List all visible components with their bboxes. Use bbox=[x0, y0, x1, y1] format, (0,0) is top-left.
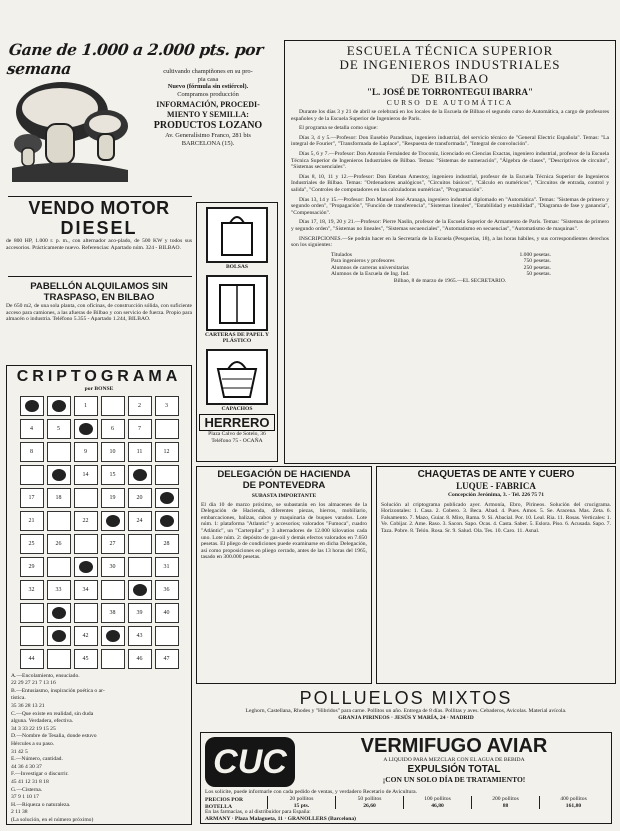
ad-delegacion bbox=[196, 466, 372, 684]
vermifugo-sub: A LIQUIDO PARA MEZCLAR CON EL AGUA DE BEBIDA bbox=[383, 757, 525, 763]
gane-line: pia casa bbox=[197, 75, 219, 83]
vendo-body: de 800 HP, 1.000 r. p. m., con alternador aco-plado, de 500 KW y todos sus accesorios. Prácticamente nuevo. Referencias: Apartado núm. 324 - BILBAO. bbox=[6, 238, 192, 251]
cripto-cell: 18 bbox=[47, 488, 71, 508]
label-carteras: CARTERAS DE PAPEL Y PLÁSTICO bbox=[205, 331, 269, 345]
ad-vendo-motor bbox=[6, 198, 192, 274]
polluelos-body: Leghorn, Castellana, Rhodes y "Hibridos" para carne. Pollitos un año. Entrega de 8 días. Pollitas y aves. Cebaderos, Avicolas. Material avícola. bbox=[245, 708, 567, 714]
cripto-clue: E.—Número, cantidad. bbox=[11, 756, 63, 763]
basket-icon bbox=[206, 349, 268, 405]
criptograma bbox=[6, 365, 192, 825]
cripto-cell: 43 bbox=[128, 626, 152, 646]
gane-line: INFORMACIÓN, PROCEDI- bbox=[156, 100, 260, 110]
ad-herrero bbox=[196, 202, 278, 462]
price-cell bbox=[335, 796, 403, 809]
price-value: 26,60 bbox=[363, 802, 376, 809]
herrero-addr: Plaza Calvo de Sotelo, 36 Teléfono 75 - OCAÑA bbox=[208, 431, 266, 444]
cripto-clue: (La solución, en el número próximo) bbox=[11, 816, 94, 823]
escuela-paragraph: El programa se detalla como sigue: bbox=[299, 125, 378, 132]
price-cell bbox=[267, 796, 335, 809]
cripto-clue: 34 3 33 22 19 15 25 bbox=[11, 725, 56, 732]
cripto-clue: F.—Investigar o discurrir. bbox=[11, 771, 69, 778]
vermifugo-exp2: ¡CON UN SOLO DÍA DE TRATAMIENTO! bbox=[382, 775, 526, 784]
cripto-cell: 36 bbox=[155, 580, 179, 600]
cripto-cell bbox=[74, 534, 98, 554]
cripto-cell bbox=[128, 534, 152, 554]
cripto-cell: 12 bbox=[155, 442, 179, 462]
escuela-name: "L. JOSÉ DE TORRONTEGUI IBARRA" bbox=[367, 87, 533, 97]
gane-headline: Gane de 1.000 a 2.000 pts. por semana bbox=[6, 40, 265, 78]
cripto-cell bbox=[101, 649, 125, 669]
cripto-cell: 47 bbox=[155, 649, 179, 669]
escuela-paragraph: Días 3, 4 y 5.—Profesor: Don Eusebio Paradinas, ingeniero industrial, del servicio técnico de "General Electric Española". Temas: "La integral de Fourier", "Transformada de Laplace", "Respuesta de transformada", "Integral de convolución". bbox=[291, 134, 609, 148]
escuela-body bbox=[291, 109, 609, 249]
delegacion-title: DELEGACIÓN DE HACIENDA bbox=[217, 469, 351, 480]
cripto-cell bbox=[101, 626, 125, 646]
cripto-cell bbox=[20, 603, 44, 623]
price-cell bbox=[471, 796, 539, 809]
cripto-clue: 35 36 28 13 21 bbox=[11, 702, 45, 709]
cripto-cell bbox=[74, 488, 98, 508]
price-qty: 100 pollitos bbox=[424, 796, 451, 802]
gane-text bbox=[130, 68, 286, 148]
cripto-cell: 21 bbox=[20, 511, 44, 531]
cripto-clue: 44 36 4 30 37 bbox=[11, 763, 42, 770]
ad-pabellon bbox=[6, 281, 192, 357]
cripto-cell bbox=[74, 603, 98, 623]
chaquetas-body: Solución al criptograma publicado ayer. Armonía, Ebro, Pirineos. Solución del crucigrama. Horizontales: 1. Casa. 2. Cobero. 3. Beca. Abad. 4. Pues. Amos. 5. Se. Aracena. Mas. Zeta. 6. Falsamento. 7. Mazo, Guiar. 8. Miro, Rama. 9. Si. Abacial. Por. 10. Leal. Ria. 11. Rosas. Verticales: 1. Ve. Cobijar. 2. Ame. Raso. 3. Sacon. Sapo. Ocas. 4. Casta. Saber. 5. Eslora. Piso. 6. Acusada. Sapo. 7. Taza. Pobre. 8. Telón. Rosa. Sr. 9. Salud. Ola. Tes. 10. Caro. 11. Asnal. bbox=[381, 501, 611, 534]
fee-label: Alumnos de carreras universitarias bbox=[331, 264, 409, 271]
cripto-cell: 22 bbox=[74, 511, 98, 531]
cripto-cell: 32 bbox=[20, 580, 44, 600]
escuela-title-3: DE BILBAO bbox=[411, 71, 489, 86]
cripto-cell: 40 bbox=[155, 603, 179, 623]
pabellon-body: De 650 m2, de una sola planta, con oficinas, de construcción sólida, con suficiente acceso para camiones, a las afueras de Bilbao y con servicio de fuerza. Propio para almacén o industria. Teléfono 5.355 - Apartado 1.244, BILBAO. bbox=[6, 303, 192, 323]
price-qty: 200 pollitos bbox=[492, 796, 519, 802]
folder-icon bbox=[206, 275, 268, 331]
cripto-cell: 29 bbox=[20, 557, 44, 577]
fee-value: 750 pesetas. bbox=[523, 258, 551, 265]
escuela-fees bbox=[331, 252, 609, 278]
escuela-title: ESCUELA TÉCNICA SUPERIOR bbox=[346, 43, 554, 58]
vermifugo-note: Los solicite, puede informarle con cada pedido de ventas, y verdadero Recetario de Avicultura. bbox=[205, 789, 418, 795]
price-cell bbox=[539, 796, 607, 809]
cripto-cell: 6 bbox=[101, 419, 125, 439]
cripto-cell: 10 bbox=[101, 442, 125, 462]
vermifugo-exp1: EXPULSIÓN TOTAL bbox=[407, 764, 501, 775]
escuela-course: CURSO DE AUTOMÁTICA bbox=[386, 98, 514, 107]
cripto-clue: 2 11 38 bbox=[11, 809, 28, 816]
fee-value: 1.000 pesetas. bbox=[519, 251, 551, 258]
cripto-cell: 25 bbox=[20, 534, 44, 554]
cripto-author: por BONSE bbox=[84, 386, 114, 392]
price-value: 15 pts. bbox=[293, 802, 310, 809]
cripto-cell: 2 bbox=[128, 396, 152, 416]
cripto-clue: 37 9 1 10 17 bbox=[11, 794, 39, 801]
price-qty: 400 pollitos bbox=[560, 796, 587, 802]
cripto-cell: 14 bbox=[74, 465, 98, 485]
ad-gane bbox=[8, 40, 286, 192]
fee-value: 50 pesetas. bbox=[526, 271, 551, 278]
ad-chaquetas bbox=[376, 466, 616, 684]
cripto-cell: 15 bbox=[101, 465, 125, 485]
cripto-cell bbox=[47, 465, 71, 485]
cripto-cell: 17 bbox=[20, 488, 44, 508]
price-value: 46,80 bbox=[431, 802, 444, 809]
cripto-clue: tística. bbox=[11, 695, 26, 702]
cripto-cell: 26 bbox=[47, 534, 71, 554]
cripto-cell: 44 bbox=[20, 649, 44, 669]
cripto-clue: G.—Cisterna. bbox=[11, 786, 43, 793]
escuela-paragraph: Días 8, 10, 11 y 12.—Profesor: Don Esteban Amestoy, ingeniero industrial, profesor de la Escuela Técnica Superior de Ingenieros Industriales de Bilbao. Temas: "Ordenadores analógicos", "Circuitos básicos", "Cálculo en numéricos", "Circuitos de entrada, control y salida", "Controles de computadores en las calculadoras numéricas", "Programación". bbox=[291, 173, 609, 193]
cripto-cell bbox=[20, 465, 44, 485]
escuela-sign: Bilbao, 8 de marzo de 1965.—EL SECRETARIO. bbox=[393, 278, 507, 285]
cripto-clue: alguna. Verdadera, efectiva. bbox=[11, 718, 74, 725]
vermifugo-foot: En las farmacias, o al distribuidor para España: bbox=[205, 809, 311, 815]
cripto-cell bbox=[47, 442, 71, 462]
price-value: 161,80 bbox=[565, 802, 582, 809]
gane-line: cultivando champiñones en su pro- bbox=[163, 68, 253, 75]
delegacion-subtitle: DE PONTEVEDRA bbox=[242, 480, 326, 491]
gane-line: Av. Generalísimo Franco, 281 bis bbox=[165, 132, 251, 140]
escuela-paragraph: Días 13, 14 y 15.—Profesor: Don Manuel José Aranaga, ingeniero industrial diplomado en "Automática". Temas: "Sistemas de primero y segundo orden", "Propagación", "Función de transferencia", "Sistemas lineales", "Estabilidad y estabilidad", "Diagrama de fase y ganancia", "Compensación". bbox=[291, 196, 609, 216]
cripto-cell bbox=[47, 557, 71, 577]
chaquetas-sub: LUQUE - FABRICA bbox=[456, 481, 536, 491]
cripto-cell bbox=[155, 488, 179, 508]
price-value: 88 bbox=[502, 802, 509, 809]
cripto-cell: 3 bbox=[155, 396, 179, 416]
cripto-cell: 39 bbox=[128, 603, 152, 623]
fee-row bbox=[331, 258, 551, 265]
cripto-cell bbox=[128, 557, 152, 577]
gane-line: BARCELONA (15). bbox=[181, 139, 235, 147]
cripto-cell: 38 bbox=[101, 603, 125, 623]
escuela-paragraph: INSCRIPCIONES.—Se podrán hacer en la Secretaría de la Escuela (Pesquerías, 18), a las horas hábiles, y sus correspondientes derechos son los siguientes: bbox=[291, 235, 609, 249]
cripto-cell: 46 bbox=[128, 649, 152, 669]
cripto-cell: 27 bbox=[101, 534, 125, 554]
cripto-cell: 5 bbox=[47, 419, 71, 439]
cripto-cell bbox=[155, 626, 179, 646]
fee-label: Titulados bbox=[331, 251, 352, 258]
cripto-cell: 42 bbox=[74, 626, 98, 646]
label-bolsas: BOLSAS bbox=[225, 264, 249, 270]
cripto-cell: 7 bbox=[128, 419, 152, 439]
cripto-cell bbox=[20, 626, 44, 646]
cripto-cell bbox=[47, 511, 71, 531]
chaquetas-addr: Concepción Jerónima, 3. - Tel. 226 75 71 bbox=[447, 492, 545, 498]
label-capachos: CAPACHOS bbox=[221, 405, 253, 412]
cripto-cell bbox=[128, 465, 152, 485]
ad-polluelos bbox=[196, 688, 616, 728]
cripto-title: CRIPTOGRAMA bbox=[16, 368, 182, 385]
fee-row bbox=[331, 265, 551, 272]
cripto-cell: 30 bbox=[101, 557, 125, 577]
vermifugo-prices bbox=[267, 796, 607, 809]
cripto-cell bbox=[101, 396, 125, 416]
escuela-title-2: DE INGENIEROS INDUSTRIALES bbox=[339, 57, 561, 72]
gane-line: MIENTO Y SEMILLA: bbox=[167, 110, 249, 120]
cripto-clue: C.—Que existe en realidad, sin duda bbox=[11, 710, 94, 717]
cripto-cell: 31 bbox=[155, 557, 179, 577]
cripto-cell bbox=[47, 396, 71, 416]
cripto-clue: 22 29 27 21 7 13 16 bbox=[11, 680, 56, 687]
escuela-paragraph: Días 5, 6 y 7.—Profesor: Don Antonio Fernández de Troconiz, licenciado en Ciencias Exactas, ingeniero industrial, profesor de la Escuela Técnica Superior de Ingenieros Industriales de Bilbao. Temas: "Sistemas de numeración", "Álgebra de clases", "Descriptivos de circuito", "Sistemas secuenciales". bbox=[291, 150, 609, 171]
herrero-brand: HERRERO bbox=[199, 414, 275, 431]
polluelos-title: POLLUELOS MIXTOS bbox=[299, 688, 513, 708]
cripto-cell: 20 bbox=[128, 488, 152, 508]
delegacion-body: El día 10 de marzo próximo, se subastarán en los almacenes de la Delegación de Hacienda, diferentes piezas, hierros, mobiliario, embarcaciones, balizas, cabos y maquinaria de buques varados. Lote núm. 1: plataforma "Atlantic" y accesorios; valorados "Fumoca", cuadro "Atlántic", un "Carterpilar" y 3 alternadores de 12.000 kilovatios cada uno. Lote núm. 2: depósito de gas-oil y demás efectos valorados en 7.650 pesetas. El pliego de condiciones puede examinarse en dicha Delegación, así como proposiciones en pliego cerrado, antes de las 13 horas del 1965, tasado en 300.000 pesetas. bbox=[201, 501, 367, 561]
fee-value: 250 pesetas. bbox=[523, 264, 551, 271]
cripto-cell bbox=[74, 557, 98, 577]
gane-line: Nuevo (fórmula sin estiércol). bbox=[167, 83, 249, 91]
cripto-cell bbox=[74, 419, 98, 439]
cripto-clue: B.—Entusiasmo, inspiración poética o ar- bbox=[11, 687, 105, 694]
cripto-clue: Hércules a su paso. bbox=[11, 740, 55, 747]
pabellon-title: PABELLÓN ALQUILAMOS SIN bbox=[30, 281, 168, 292]
fee-label: Para ingenieros y profesores bbox=[331, 258, 395, 265]
cripto-cell bbox=[155, 419, 179, 439]
cripto-cell bbox=[155, 511, 179, 531]
vendo-title: VENDO MOTOR bbox=[28, 198, 170, 218]
cripto-cell: 8 bbox=[20, 442, 44, 462]
cripto-clues bbox=[11, 673, 187, 824]
vermifugo-addr: ARMANY · Plaza Malagueta, 11 · GRANOLLERS (Barcelona) bbox=[205, 816, 357, 822]
cripto-cell: 9 bbox=[74, 442, 98, 462]
cripto-cell bbox=[128, 580, 152, 600]
mushroom-illustration bbox=[10, 64, 130, 182]
cripto-cell: 45 bbox=[74, 649, 98, 669]
cripto-clue: H.—Riqueza o naturaleza. bbox=[11, 801, 71, 808]
bag-icon bbox=[206, 207, 268, 263]
vermifugo-prices-label: PRECIOS POR BOTELLA bbox=[205, 797, 244, 810]
polluelos-addr: GRANJA PIRINEOS · JESÚS Y MARÍA, 24 · MADRID bbox=[338, 714, 474, 721]
cripto-grid bbox=[20, 396, 179, 669]
price-qty: 20 pollitos bbox=[289, 796, 314, 802]
divider bbox=[8, 196, 192, 197]
price-qty: 50 pollitos bbox=[357, 796, 382, 802]
cripto-cell: 4 bbox=[20, 419, 44, 439]
cripto-cell bbox=[47, 649, 71, 669]
cripto-cell: 19 bbox=[101, 488, 125, 508]
gane-line: Compramos producción bbox=[177, 90, 239, 98]
cripto-cell: 1 bbox=[74, 396, 98, 416]
cripto-clue: 45 41 12 31 8 18 bbox=[11, 778, 49, 785]
pabellon-subtitle: TRASPASO, EN BILBAO bbox=[43, 292, 155, 303]
cripto-cell bbox=[47, 603, 71, 623]
vermifugo-title: VERMIFUGO AVIAR bbox=[360, 735, 548, 757]
vermifugo-logo: CUC bbox=[205, 737, 295, 787]
cripto-cell: 24 bbox=[128, 511, 152, 531]
cripto-cell bbox=[20, 396, 44, 416]
delegacion-label: SUBASTA IMPORTANTE bbox=[251, 493, 317, 499]
fee-label: Alumnos de la Escuela de Ing. Ind. bbox=[331, 271, 410, 278]
cripto-cell: 28 bbox=[155, 534, 179, 554]
ad-vermifugo bbox=[200, 732, 612, 824]
cripto-cell bbox=[101, 580, 125, 600]
cripto-clue: A.—Encolamiento, ensuciado. bbox=[11, 672, 80, 679]
escuela-notice bbox=[284, 40, 616, 464]
cripto-cell: 11 bbox=[128, 442, 152, 462]
price-cell bbox=[403, 796, 471, 809]
gane-line: PRODUCTOS LOZANO bbox=[153, 120, 263, 132]
cripto-cell: 34 bbox=[74, 580, 98, 600]
cripto-clue: D.—Nombre de Tesalia, donde estuvo bbox=[11, 733, 97, 740]
escuela-paragraph: Durante los días 3 y 21 de abril se celebrará en los locales de la Escuela de Bilbao el segundo curso de Automática, a cargo de profesores españoles y de la Escuela Superior de Ingenieros de París. bbox=[291, 109, 609, 122]
cripto-cell bbox=[155, 465, 179, 485]
divider bbox=[8, 276, 192, 277]
chaquetas-title: CHAQUETAS DE ANTE Y CUERO bbox=[417, 469, 575, 480]
cripto-cell bbox=[101, 511, 125, 531]
escuela-paragraph: Días 17, 18, 19, 20 y 21.—Profesor: Pierre Naslin, profesor de la Escuela Superior de Armamento de París. Temas: "Sistemas de primero y segundo orden", "Sistemas no lineales", "Sistemas secuenciales", "Automatismo en secuencias", "Automatismo de maquinas". bbox=[291, 219, 609, 232]
fee-row bbox=[331, 271, 551, 278]
cripto-cell bbox=[47, 626, 71, 646]
cripto-cell: 33 bbox=[47, 580, 71, 600]
cripto-clue: 31 42 5 bbox=[11, 748, 28, 755]
vendo-subtitle: DIESEL bbox=[60, 218, 138, 238]
